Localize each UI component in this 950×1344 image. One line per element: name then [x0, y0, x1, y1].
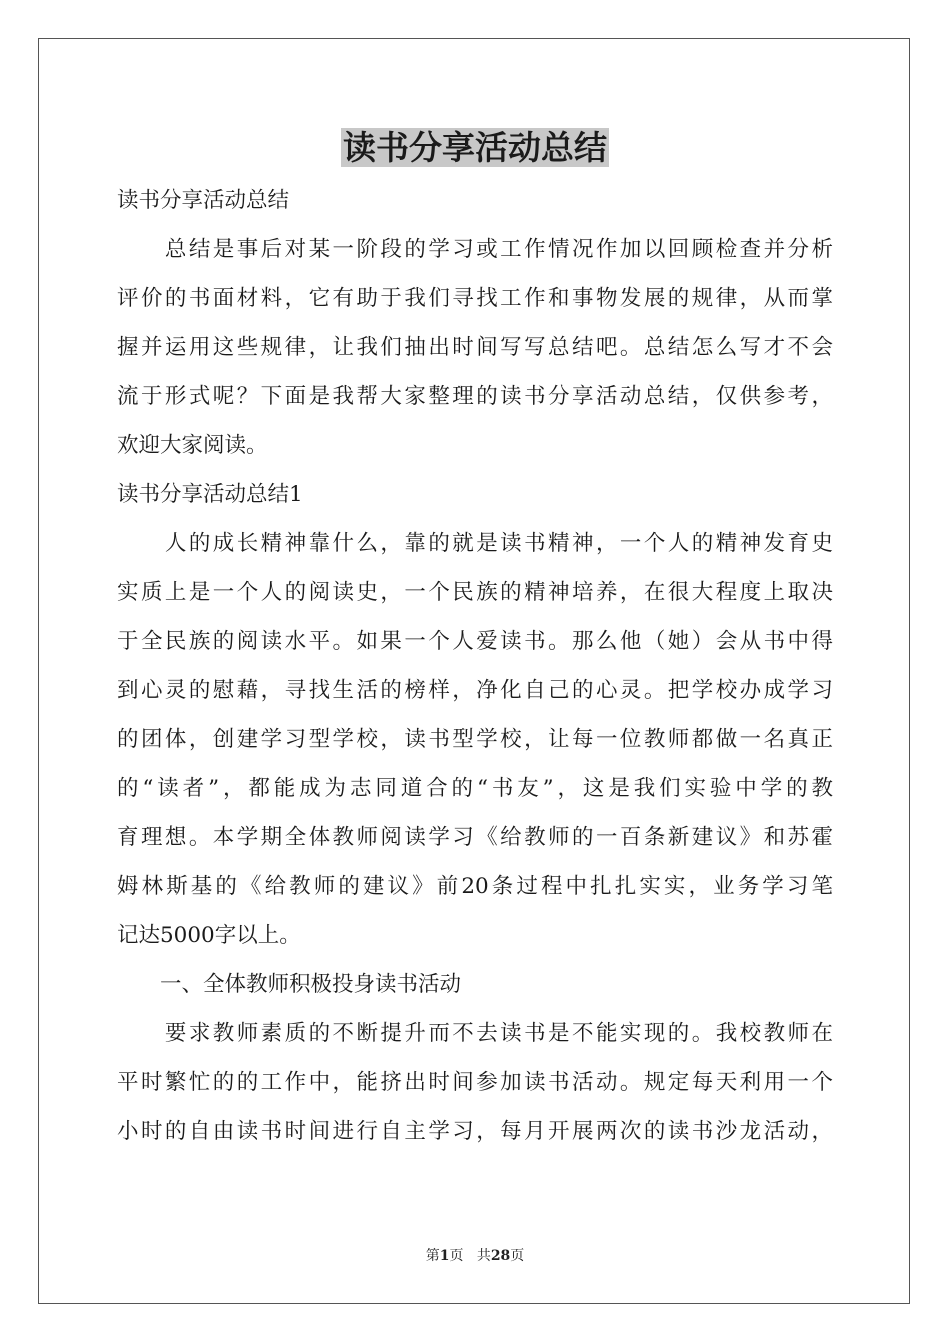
paragraph-line: 小时的自由读书时间进行自主学习，每月开展两次的读书沙龙活动， [117, 1119, 833, 1144]
total-suffix: 页 [510, 1248, 525, 1264]
paragraph-line: 的“读者”，都能成为志同道合的“书友”，这是我们实验中学的教 [117, 776, 833, 801]
paragraph-line: 育理想。本学期全体教师阅读学习《给教师的一百条新建议》和苏霍 [117, 825, 833, 850]
document-body [117, 178, 833, 1158]
paragraph-line: 记达5000字以上。 [117, 923, 301, 948]
intro-line: 握并运用这些规律，让我们抽出时间写写总结吧。总结怎么写才不会 [117, 335, 833, 360]
intro-line: 总结是事后对某一阶段的学习或工作情况作加以回顾检查并分析 [117, 237, 833, 262]
document-title-text: 读书分享活动总结 [343, 128, 607, 167]
paragraph-line: 平时繁忙的的工作中，能挤出时间参加读书活动。规定每天利用一个 [117, 1070, 833, 1095]
paragraph-line: 要求教师素质的不断提升而不去读书是不能实现的。我校教师在 [117, 1021, 833, 1046]
paragraph-line: 人的成长精神靠什么，靠的就是读书精神，一个人的精神发育史 [117, 531, 833, 556]
intro-line: 流于形式呢？下面是我帮大家整理的读书分享活动总结，仅供参考， [117, 384, 833, 409]
paragraph-line: 到心灵的慰藉，寻找生活的榜样，净化自己的心灵。把学校办成学习 [117, 678, 833, 703]
paragraph-line: 实质上是一个人的阅读史，一个民族的精神培养，在很大程度上取决 [117, 580, 833, 605]
intro-line: 评价的书面材料，它有助于我们寻找工作和事物发展的规律，从而掌 [117, 286, 833, 311]
page-number: 1 [439, 1248, 450, 1264]
section-heading: 读书分享活动总结1 [117, 482, 303, 507]
total-prefix: 共 [476, 1248, 491, 1264]
paragraph-line: 姆林斯基的《给教师的建议》前20条过程中扎扎实实，业务学习笔 [117, 874, 833, 899]
document-subtitle: 读书分享活动总结 [117, 188, 290, 213]
total-pages: 28 [490, 1248, 511, 1264]
page-footer [0, 1246, 950, 1266]
subheading: 一、全体教师积极投身读书活动 [117, 972, 462, 997]
document-title [0, 126, 950, 170]
page-suffix: 页 [449, 1248, 464, 1264]
paragraph-line: 的团体，创建学习型学校，读书型学校，让每一位教师都做一名真正 [117, 727, 833, 752]
page-prefix: 第 [425, 1248, 440, 1264]
paragraph-line: 于全民族的阅读水平。如果一个人爱读书。那么他（她）会从书中得 [117, 629, 833, 654]
intro-line: 欢迎大家阅读。 [117, 433, 268, 458]
